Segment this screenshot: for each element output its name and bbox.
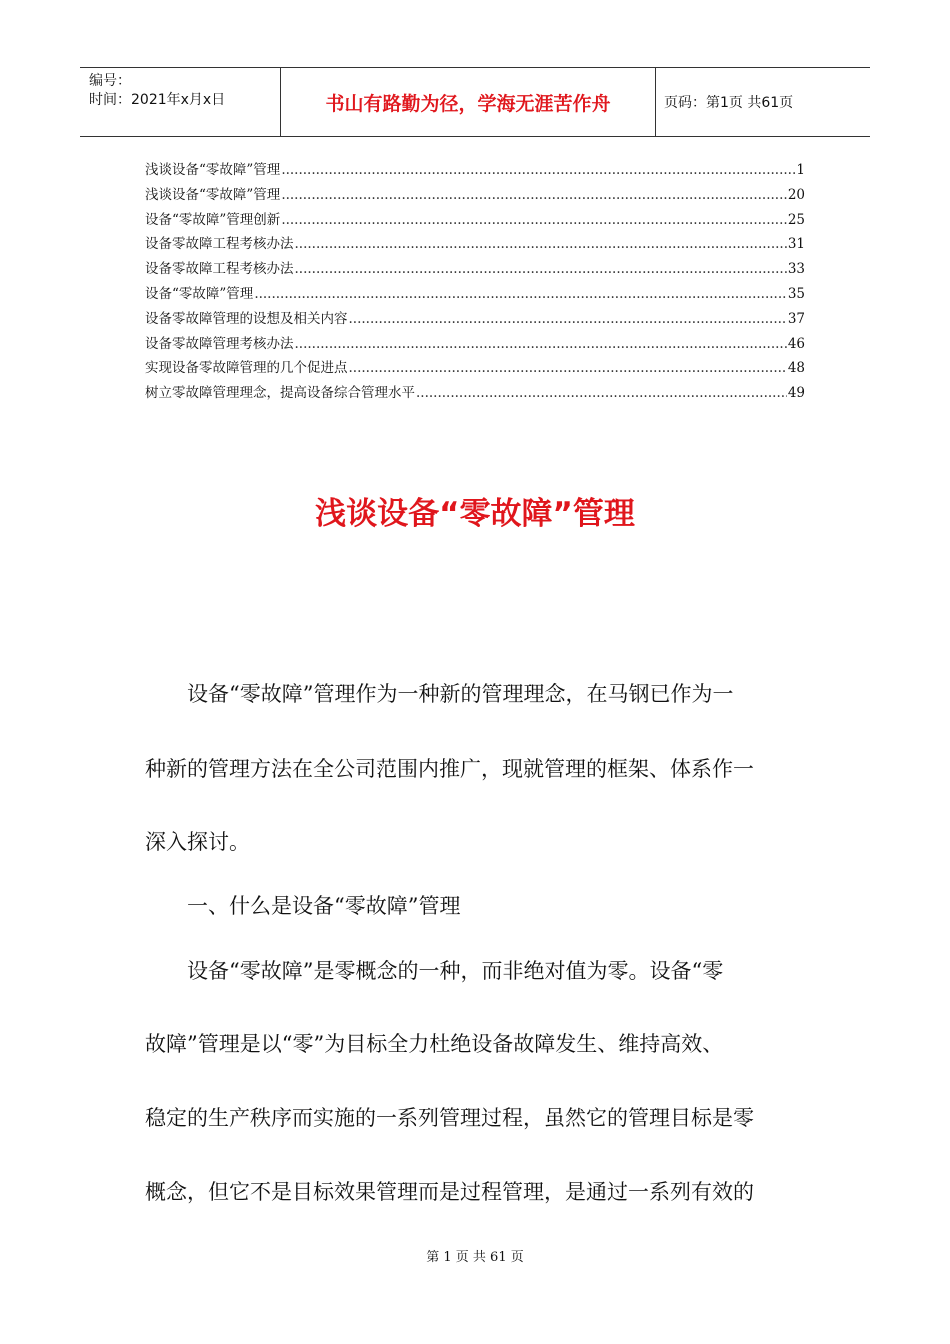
toc-entry-page: 33 <box>787 261 805 278</box>
number-label: 编号： <box>89 73 131 89</box>
toc-leader <box>281 158 795 183</box>
time-label: 时间：2021年x月x日 <box>89 92 226 108</box>
toc-entry[interactable] <box>145 158 805 183</box>
header-motto: 书山有路勤为径，学海无涯苦作舟 <box>281 68 656 136</box>
body-line: 设备“零故障”管理作为一种新的管理理念，在马钢已作为一 <box>145 682 734 706</box>
toc-entry-page: 35 <box>787 285 805 302</box>
toc-entry-page: 49 <box>787 385 805 402</box>
toc-entry-title: 浅谈设备“零故障”管理 <box>145 162 281 178</box>
toc-entry[interactable] <box>145 282 805 307</box>
toc-leader <box>349 307 787 332</box>
toc-entry-title: 设备零故障管理考核办法 <box>145 335 294 352</box>
toc-entry-page: 25 <box>787 211 805 228</box>
page-header <box>80 67 870 137</box>
toc-leader <box>281 208 787 233</box>
toc-entry[interactable] <box>145 332 805 357</box>
toc-entry-page: 46 <box>787 335 805 352</box>
toc-entry[interactable] <box>145 183 805 208</box>
toc-entry[interactable] <box>145 232 805 257</box>
toc-entry[interactable] <box>145 257 805 282</box>
body-line: 设备“零故障”是零概念的一种，而非绝对值为零。设备“零 <box>145 959 724 983</box>
toc-entry[interactable] <box>145 356 805 381</box>
toc-leader <box>281 183 787 208</box>
toc-leader <box>295 332 787 357</box>
body-line: 种新的管理方法在全公司范围内推广，现就管理的框架、体系作一 <box>145 757 754 781</box>
toc-entry-page: 48 <box>787 360 805 377</box>
toc-entry-page: 20 <box>787 186 805 203</box>
toc-entry[interactable] <box>145 208 805 233</box>
header-page-info: 页码：第1页 共61页 <box>664 95 794 111</box>
toc-entry-title: 设备“零故障”管理创新 <box>145 211 281 228</box>
toc-entry-title: 实现设备零故障管理的几个促进点 <box>145 360 348 377</box>
toc-leader <box>254 282 787 307</box>
toc-leader <box>349 356 787 381</box>
toc-entry[interactable] <box>145 307 805 332</box>
body-line: 稳定的生产秩序而实施的一系列管理过程，虽然它的管理目标是零 <box>145 1106 754 1130</box>
toc-entry-title: 设备“零故障”管理 <box>145 285 254 302</box>
toc-entry-title: 树立零故障管理理念，提高设备综合管理水平 <box>145 385 415 402</box>
toc-leader <box>295 232 787 257</box>
toc-leader <box>416 381 787 406</box>
body-line: 概念，但它不是目标效果管理而是过程管理，是通过一系列有效的 <box>145 1180 754 1204</box>
section-heading: 一、什么是设备“零故障”管理 <box>145 894 461 918</box>
toc-entry-title: 浅谈设备“零故障”管理 <box>145 186 281 203</box>
toc-entry-page: 37 <box>787 310 805 327</box>
page-footer: 第 1 页 共 61 页 <box>426 1250 524 1265</box>
toc-entry-title: 设备零故障工程考核办法 <box>145 236 294 253</box>
body-line: 深入探讨。 <box>145 830 250 854</box>
toc-leader <box>295 257 787 282</box>
toc-entry-title: 设备零故障工程考核办法 <box>145 261 294 278</box>
document-title: 浅谈设备“零故障”管理 <box>315 496 635 532</box>
toc-entry[interactable] <box>145 381 805 406</box>
toc-entry-title: 设备零故障管理的设想及相关内容 <box>145 310 348 327</box>
toc-entry-page: 31 <box>787 236 805 253</box>
header-meta <box>80 68 281 136</box>
table-of-contents <box>145 158 805 406</box>
toc-entry-page: 1 <box>796 162 805 178</box>
body-line: 故障”管理是以“零”为目标全力杜绝设备故障发生、维持高效、 <box>145 1032 724 1056</box>
